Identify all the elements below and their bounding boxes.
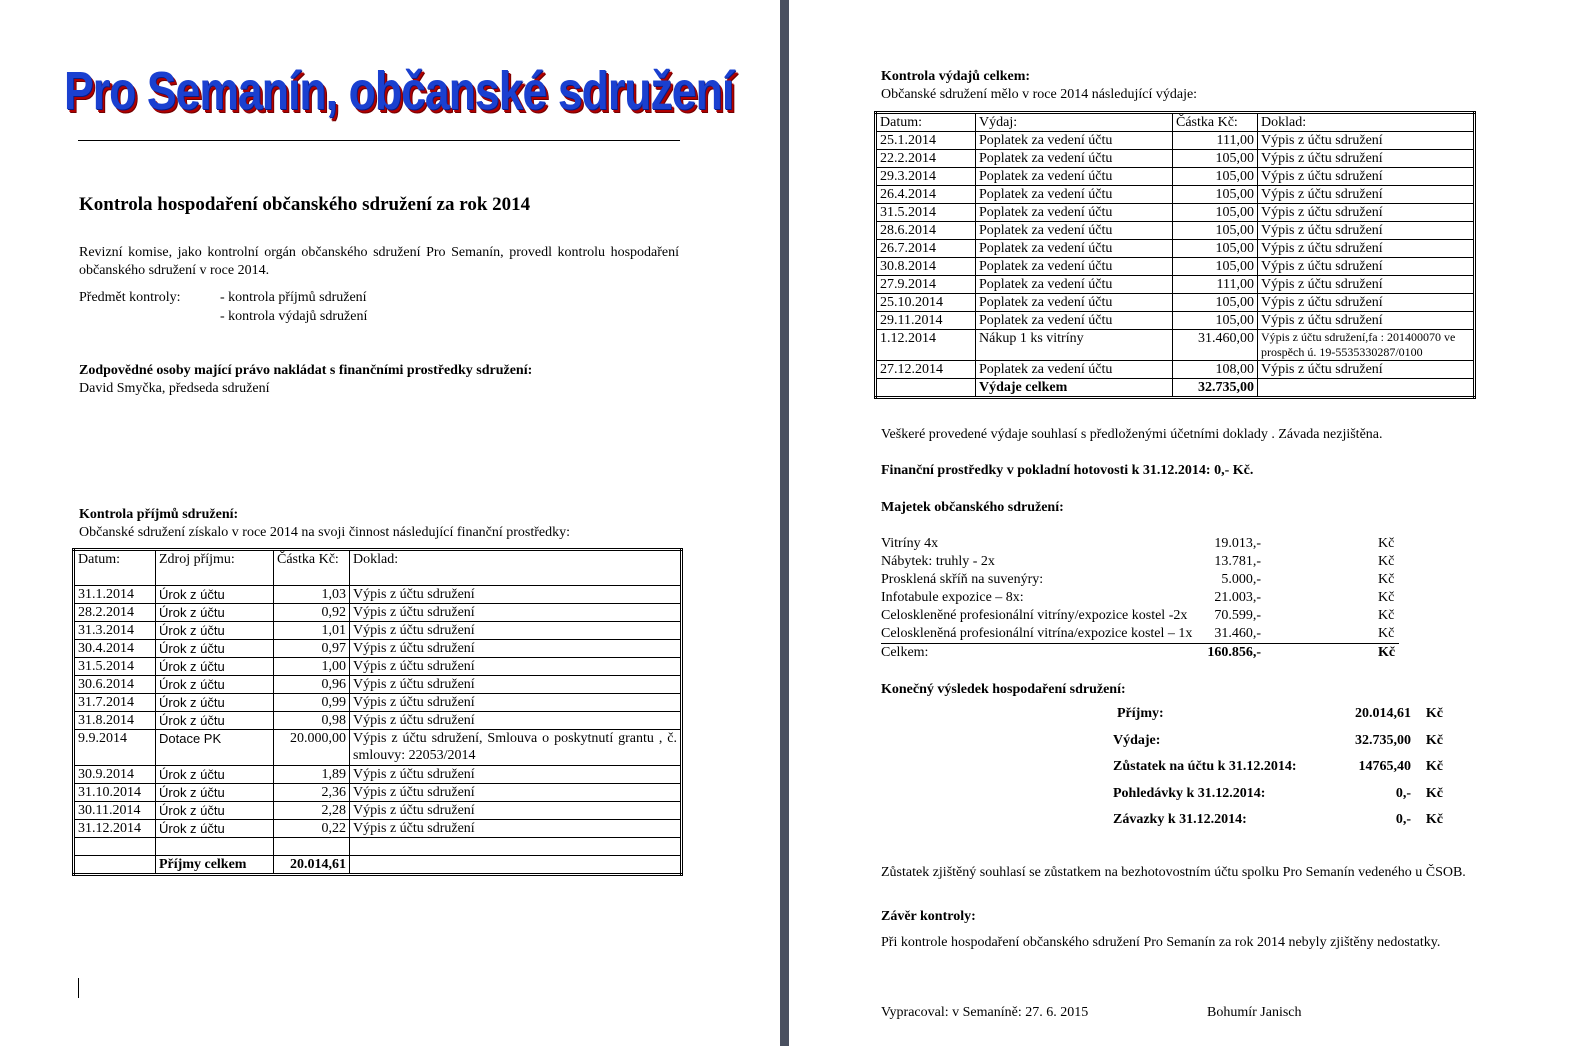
income-table-header: [74, 550, 682, 586]
date-cell: 28.2.2014: [74, 604, 156, 622]
table-row: [74, 658, 682, 676]
amount-cell: 105,00: [1173, 168, 1258, 186]
result-currency: Kč: [1425, 759, 1443, 774]
date-cell: 30.11.2014: [74, 802, 156, 820]
table-row: [876, 276, 1475, 294]
table-row: [876, 132, 1475, 150]
date-cell: 31.10.2014: [74, 784, 156, 802]
document-cell: Výpis z účtu sdružení: [1258, 361, 1475, 379]
expense-cell: Nákup 1 ks vitríny: [976, 330, 1173, 361]
subject-item-expenses: - kontrola výdajů sdružení: [220, 309, 368, 324]
expense-table: [874, 111, 1476, 399]
assets-total-row: [881, 644, 1411, 662]
source-cell: Úrok z účtu: [156, 694, 274, 712]
amount-cell: 0,98: [274, 712, 350, 730]
left-page: [0, 0, 780, 1046]
expense-total-label: Výdaje celkem: [976, 379, 1173, 398]
document-cell: Výpis z účtu sdružení: [350, 712, 682, 730]
table-row: [74, 838, 682, 856]
document-cell: Výpis z účtu sdružení: [350, 586, 682, 604]
table-row: [74, 694, 682, 712]
date-cell: 27.9.2014: [876, 276, 976, 294]
expense-cell: Poplatek za vedení účtu: [976, 186, 1173, 204]
signature-name: Bohumír Janisch: [1207, 1005, 1302, 1020]
amount-cell: 2,36: [274, 784, 350, 802]
table-row: [74, 640, 682, 658]
header-cell: Částka Kč:: [274, 550, 350, 586]
income-total-label: Příjmy celkem: [156, 856, 274, 875]
header-cell: Datum:: [74, 550, 156, 586]
date-cell: 30.4.2014: [74, 640, 156, 658]
date-cell: 30.6.2014: [74, 676, 156, 694]
result-value: 14765,40: [1358, 759, 1411, 774]
document-cell: Výpis z účtu sdružení: [1258, 294, 1475, 312]
table-row: [876, 222, 1475, 240]
date-cell: 26.7.2014: [876, 240, 976, 258]
date-cell: 31.1.2014: [74, 586, 156, 604]
expense-cell: Poplatek za vedení účtu: [976, 258, 1173, 276]
conclusion-heading: Závěr kontroly:: [881, 909, 976, 924]
amount-cell: [274, 838, 350, 856]
date-cell: 30.9.2014: [74, 766, 156, 784]
table-row: [876, 330, 1475, 361]
amount-cell: 108,00: [1173, 361, 1258, 379]
amount-cell: 20.000,00: [274, 730, 350, 766]
header-cell: Doklad:: [1258, 113, 1475, 132]
document-cell: Výpis z účtu sdružení: [1258, 276, 1475, 294]
result-label: Výdaje:: [1113, 732, 1161, 748]
amount-cell: 1,03: [274, 586, 350, 604]
date-cell: 31.5.2014: [74, 658, 156, 676]
source-cell: Úrok z účtu: [156, 586, 274, 604]
intro-paragraph: Revizní komise, jako kontrolní orgán občanského sdružení Pro Semanín, provedl kontrolu hospodaření občanského sdružení v roce 2014.: [79, 245, 679, 278]
result-item: [1113, 706, 1443, 726]
responsible-person: David Smyčka, předseda sdružení: [79, 381, 270, 396]
amount-cell: 1,89: [274, 766, 350, 784]
document-cell: Výpis z účtu sdružení: [1258, 132, 1475, 150]
document-cell: Výpis z účtu sdružení, Smlouva o poskytnutí grantu , č. smlouvy: 22053/2014: [350, 730, 682, 766]
document-cell: Výpis z účtu sdružení: [1258, 150, 1475, 168]
asset-item: [881, 589, 1411, 607]
date-cell: 29.11.2014: [876, 312, 976, 330]
document-cell: Výpis z účtu sdružení: [350, 658, 682, 676]
table-row: [876, 204, 1475, 222]
amount-cell: 111,00: [1173, 132, 1258, 150]
text-cursor: [78, 978, 79, 998]
date-cell: 31.5.2014: [876, 204, 976, 222]
result-value: 20.014,61: [1355, 706, 1411, 721]
asset-item: [881, 535, 1411, 553]
asset-value: 19.013,-: [1214, 536, 1261, 551]
table-row: [74, 604, 682, 622]
assets-total-value: 160.856,-: [1207, 645, 1261, 660]
result-currency: Kč: [1425, 732, 1443, 748]
asset-currency: Kč: [1378, 590, 1395, 605]
document-cell: Výpis z účtu sdružení: [350, 694, 682, 712]
expense-table-header: [876, 113, 1475, 132]
income-total-row: [74, 856, 682, 875]
result-currency: Kč: [1425, 785, 1443, 801]
asset-value: 21.003,-: [1214, 590, 1261, 605]
date-cell: 31.12.2014: [74, 820, 156, 838]
result-label: Pohledávky k 31.12.2014:: [1113, 785, 1266, 801]
expense-cell: Poplatek za vedení účtu: [976, 361, 1173, 379]
asset-currency: Kč: [1378, 608, 1395, 623]
document-cell: Výpis z účtu sdružení: [1258, 258, 1475, 276]
date-cell: 31.8.2014: [74, 712, 156, 730]
result-item: [1113, 786, 1443, 806]
prepared-by: Vypracoval: v Semaníně: 27. 6. 2015: [881, 1005, 1089, 1020]
asset-item: [881, 607, 1411, 625]
result-value: 0,-: [1395, 812, 1411, 827]
table-row: [74, 730, 682, 766]
amount-cell: 31.460,00: [1173, 330, 1258, 361]
asset-item: [881, 553, 1411, 571]
date-cell: 31.3.2014: [74, 622, 156, 640]
table-row: [876, 312, 1475, 330]
amount-cell: 0,22: [274, 820, 350, 838]
amount-cell: 2,28: [274, 802, 350, 820]
asset-value: 31.460,-: [1214, 626, 1261, 641]
result-item: [1113, 812, 1443, 832]
income-table-wrapper: [72, 548, 683, 876]
logo-underline-rule: [78, 140, 680, 141]
amount-cell: 105,00: [1173, 240, 1258, 258]
income-table-body: [74, 586, 682, 856]
table-row: [876, 240, 1475, 258]
asset-value: 5.000,-: [1221, 572, 1261, 587]
asset-label: Nábytek: truhly - 2x: [881, 554, 995, 569]
date-cell: 29.3.2014: [876, 168, 976, 186]
expense-cell: Poplatek za vedení účtu: [976, 294, 1173, 312]
responsible-heading: Zodpovědné osoby mající právo nakládat s finančními prostředky sdružení:: [79, 363, 533, 378]
source-cell: [156, 838, 274, 856]
source-cell: Dotace PK: [156, 730, 274, 766]
expense-table-body: [876, 132, 1475, 379]
expense-cell: Poplatek za vedení účtu: [976, 168, 1173, 186]
expense-intro: Občanské sdružení mělo v roce 2014 následující výdaje:: [881, 87, 1198, 102]
expense-cell: Poplatek za vedení účtu: [976, 276, 1173, 294]
table-row: [74, 676, 682, 694]
amount-cell: 105,00: [1173, 222, 1258, 240]
table-row: [876, 258, 1475, 276]
income-table: [72, 548, 683, 876]
date-cell: 25.10.2014: [876, 294, 976, 312]
amount-cell: 105,00: [1173, 258, 1258, 276]
document-cell: Výpis z účtu sdružení: [350, 622, 682, 640]
table-row: [74, 820, 682, 838]
assets-heading: Majetek občanského sdružení:: [881, 500, 1064, 515]
document-cell: Výpis z účtu sdružení: [1258, 222, 1475, 240]
page-gutter: [780, 0, 800, 1046]
document-cell: Výpis z účtu sdružení: [350, 802, 682, 820]
source-cell: Úrok z účtu: [156, 766, 274, 784]
document-cell: Výpis z účtu sdružení: [1258, 240, 1475, 258]
amount-cell: 105,00: [1173, 204, 1258, 222]
result-currency: Kč: [1425, 706, 1443, 721]
income-heading: Kontrola příjmů sdružení:: [79, 507, 239, 522]
asset-label: Prosklená skříň na suvenýry:: [881, 572, 1044, 587]
income-total-value: 20.014,61: [274, 856, 350, 875]
amount-cell: 105,00: [1173, 150, 1258, 168]
source-cell: Úrok z účtu: [156, 676, 274, 694]
source-cell: Úrok z účtu: [156, 712, 274, 730]
date-cell: 30.8.2014: [876, 258, 976, 276]
header-cell: Částka Kč:: [1173, 113, 1258, 132]
results-list: [1113, 706, 1443, 836]
document-cell: Výpis z účtu sdružení: [350, 784, 682, 802]
date-cell: 27.12.2014: [876, 361, 976, 379]
date-cell: 9.9.2014: [74, 730, 156, 766]
header-cell: Zdroj příjmu:: [156, 550, 274, 586]
subject-item-income: - kontrola příjmů sdružení: [220, 290, 367, 305]
source-cell: Úrok z účtu: [156, 640, 274, 658]
expense-table-wrapper: [874, 111, 1476, 399]
table-row: [876, 168, 1475, 186]
asset-label: Celoskleněné profesionální vitríny/expozice kostel -2x: [881, 608, 1188, 623]
table-row: [876, 150, 1475, 168]
amount-cell: 105,00: [1173, 312, 1258, 330]
amount-cell: 105,00: [1173, 294, 1258, 312]
date-cell: 25.1.2014: [876, 132, 976, 150]
document-cell: Výpis z účtu sdružení: [1258, 312, 1475, 330]
expense-total-row: [876, 379, 1475, 398]
asset-item: [881, 625, 1411, 643]
date-cell: 26.4.2014: [876, 186, 976, 204]
amount-cell: 0,92: [274, 604, 350, 622]
subject-label: Předmět kontroly:: [79, 290, 181, 305]
assets-total-currency: Kč: [1378, 645, 1396, 660]
table-row: [74, 622, 682, 640]
header-cell: Doklad:: [350, 550, 682, 586]
expense-cell: Poplatek za vedení účtu: [976, 132, 1173, 150]
source-cell: Úrok z účtu: [156, 784, 274, 802]
asset-value: 70.599,-: [1214, 608, 1261, 623]
asset-label: Celoskleněná profesionální vitrína/expozice kostel – 1x: [881, 626, 1193, 641]
document-cell: [350, 838, 682, 856]
table-row: [74, 712, 682, 730]
result-item: [1113, 733, 1443, 753]
source-cell: Úrok z účtu: [156, 658, 274, 676]
expense-cell: Poplatek za vedení účtu: [976, 204, 1173, 222]
document-cell: Výpis z účtu sdružení: [1258, 168, 1475, 186]
document-cell: Výpis z účtu sdružení: [350, 640, 682, 658]
asset-currency: Kč: [1378, 626, 1395, 641]
conclusion-text: Při kontrole hospodaření občanského sdružení Pro Semanín za rok 2014 nebyly zjištěny nedostatky.: [881, 935, 1441, 950]
table-row: [876, 294, 1475, 312]
date-cell: 31.7.2014: [74, 694, 156, 712]
document-cell: Výpis z účtu sdružení: [350, 604, 682, 622]
asset-currency: Kč: [1378, 554, 1395, 569]
source-cell: Úrok z účtu: [156, 622, 274, 640]
asset-value: 13.781,-: [1214, 554, 1261, 569]
amount-cell: 0,96: [274, 676, 350, 694]
table-row: [74, 766, 682, 784]
asset-currency: Kč: [1378, 536, 1395, 551]
asset-label: Vitríny 4x: [881, 536, 939, 551]
result-label: Zůstatek na účtu k 31.12.2014:: [1113, 759, 1297, 774]
cash-line: Finanční prostředky v pokladní hotovosti k 31.12.2014: 0,- Kč.: [881, 463, 1254, 478]
date-cell: [74, 838, 156, 856]
amount-cell: 111,00: [1173, 276, 1258, 294]
table-row: [74, 802, 682, 820]
document-cell: Výpis z účtu sdružení: [350, 820, 682, 838]
table-row: [74, 784, 682, 802]
date-cell: 22.2.2014: [876, 150, 976, 168]
expense-cell: Poplatek za vedení účtu: [976, 222, 1173, 240]
result-heading: Konečný výsledek hospodaření sdružení:: [881, 682, 1126, 697]
right-page: [800, 0, 1585, 1046]
result-currency: Kč: [1425, 812, 1443, 827]
document-cell: Výpis z účtu sdružení: [1258, 186, 1475, 204]
header-cell: Datum:: [876, 113, 976, 132]
expense-cell: Poplatek za vedení účtu: [976, 150, 1173, 168]
document-cell: Výpis z účtu sdružení,fa : 201400070 ve prospěch ú. 19-5535330287/0100: [1258, 330, 1475, 361]
document-title: Kontrola hospodaření občanského sdružení za rok 2014: [79, 194, 531, 215]
source-cell: Úrok z účtu: [156, 802, 274, 820]
assets-total-label: Celkem:: [881, 645, 929, 660]
header-cell: Výdaj:: [976, 113, 1173, 132]
source-cell: Úrok z účtu: [156, 820, 274, 838]
table-row: [74, 586, 682, 604]
source-cell: Úrok z účtu: [156, 604, 274, 622]
asset-currency: Kč: [1378, 572, 1395, 587]
amount-cell: 0,97: [274, 640, 350, 658]
amount-cell: 105,00: [1173, 186, 1258, 204]
document-cell: Výpis z účtu sdružení: [350, 766, 682, 784]
logo-title: Pro Semanín, občanské sdružení: [64, 61, 734, 121]
document-cell: Výpis z účtu sdružení: [350, 676, 682, 694]
expense-cell: Poplatek za vedení účtu: [976, 312, 1173, 330]
expense-total-value: 32.735,00: [1173, 379, 1258, 398]
expense-heading: Kontrola výdajů celkem:: [881, 69, 1031, 84]
asset-label: Infotabule expozice – 8x:: [881, 590, 1024, 605]
result-value: 0,-: [1395, 785, 1411, 801]
result-item: [1113, 759, 1443, 779]
amount-cell: 0,99: [274, 694, 350, 712]
result-label: Závazky k 31.12.2014:: [1113, 812, 1247, 827]
expense-cell: Poplatek za vedení účtu: [976, 240, 1173, 258]
table-row: [876, 186, 1475, 204]
result-value: 32.735,00: [1355, 732, 1411, 748]
result-label: Příjmy:: [1117, 706, 1164, 721]
balance-note: Zůstatek zjištěný souhlasí se zůstatkem na bezhotovostním účtu spolku Pro Semanín vedeného u ČSOB.: [881, 865, 1466, 880]
date-cell: 28.6.2014: [876, 222, 976, 240]
amount-cell: 1,00: [274, 658, 350, 676]
date-cell: 1.12.2014: [876, 330, 976, 361]
table-row: [876, 361, 1475, 379]
document-cell: Výpis z účtu sdružení: [1258, 204, 1475, 222]
asset-item: [881, 571, 1411, 589]
expense-note: Veškeré provedené výdaje souhlasí s předloženými účetními doklady . Závada nezjištěna.: [881, 427, 1383, 442]
amount-cell: 1,01: [274, 622, 350, 640]
income-intro: Občanské sdružení získalo v roce 2014 na svoji činnost následující finanční prostředky:: [79, 525, 571, 540]
